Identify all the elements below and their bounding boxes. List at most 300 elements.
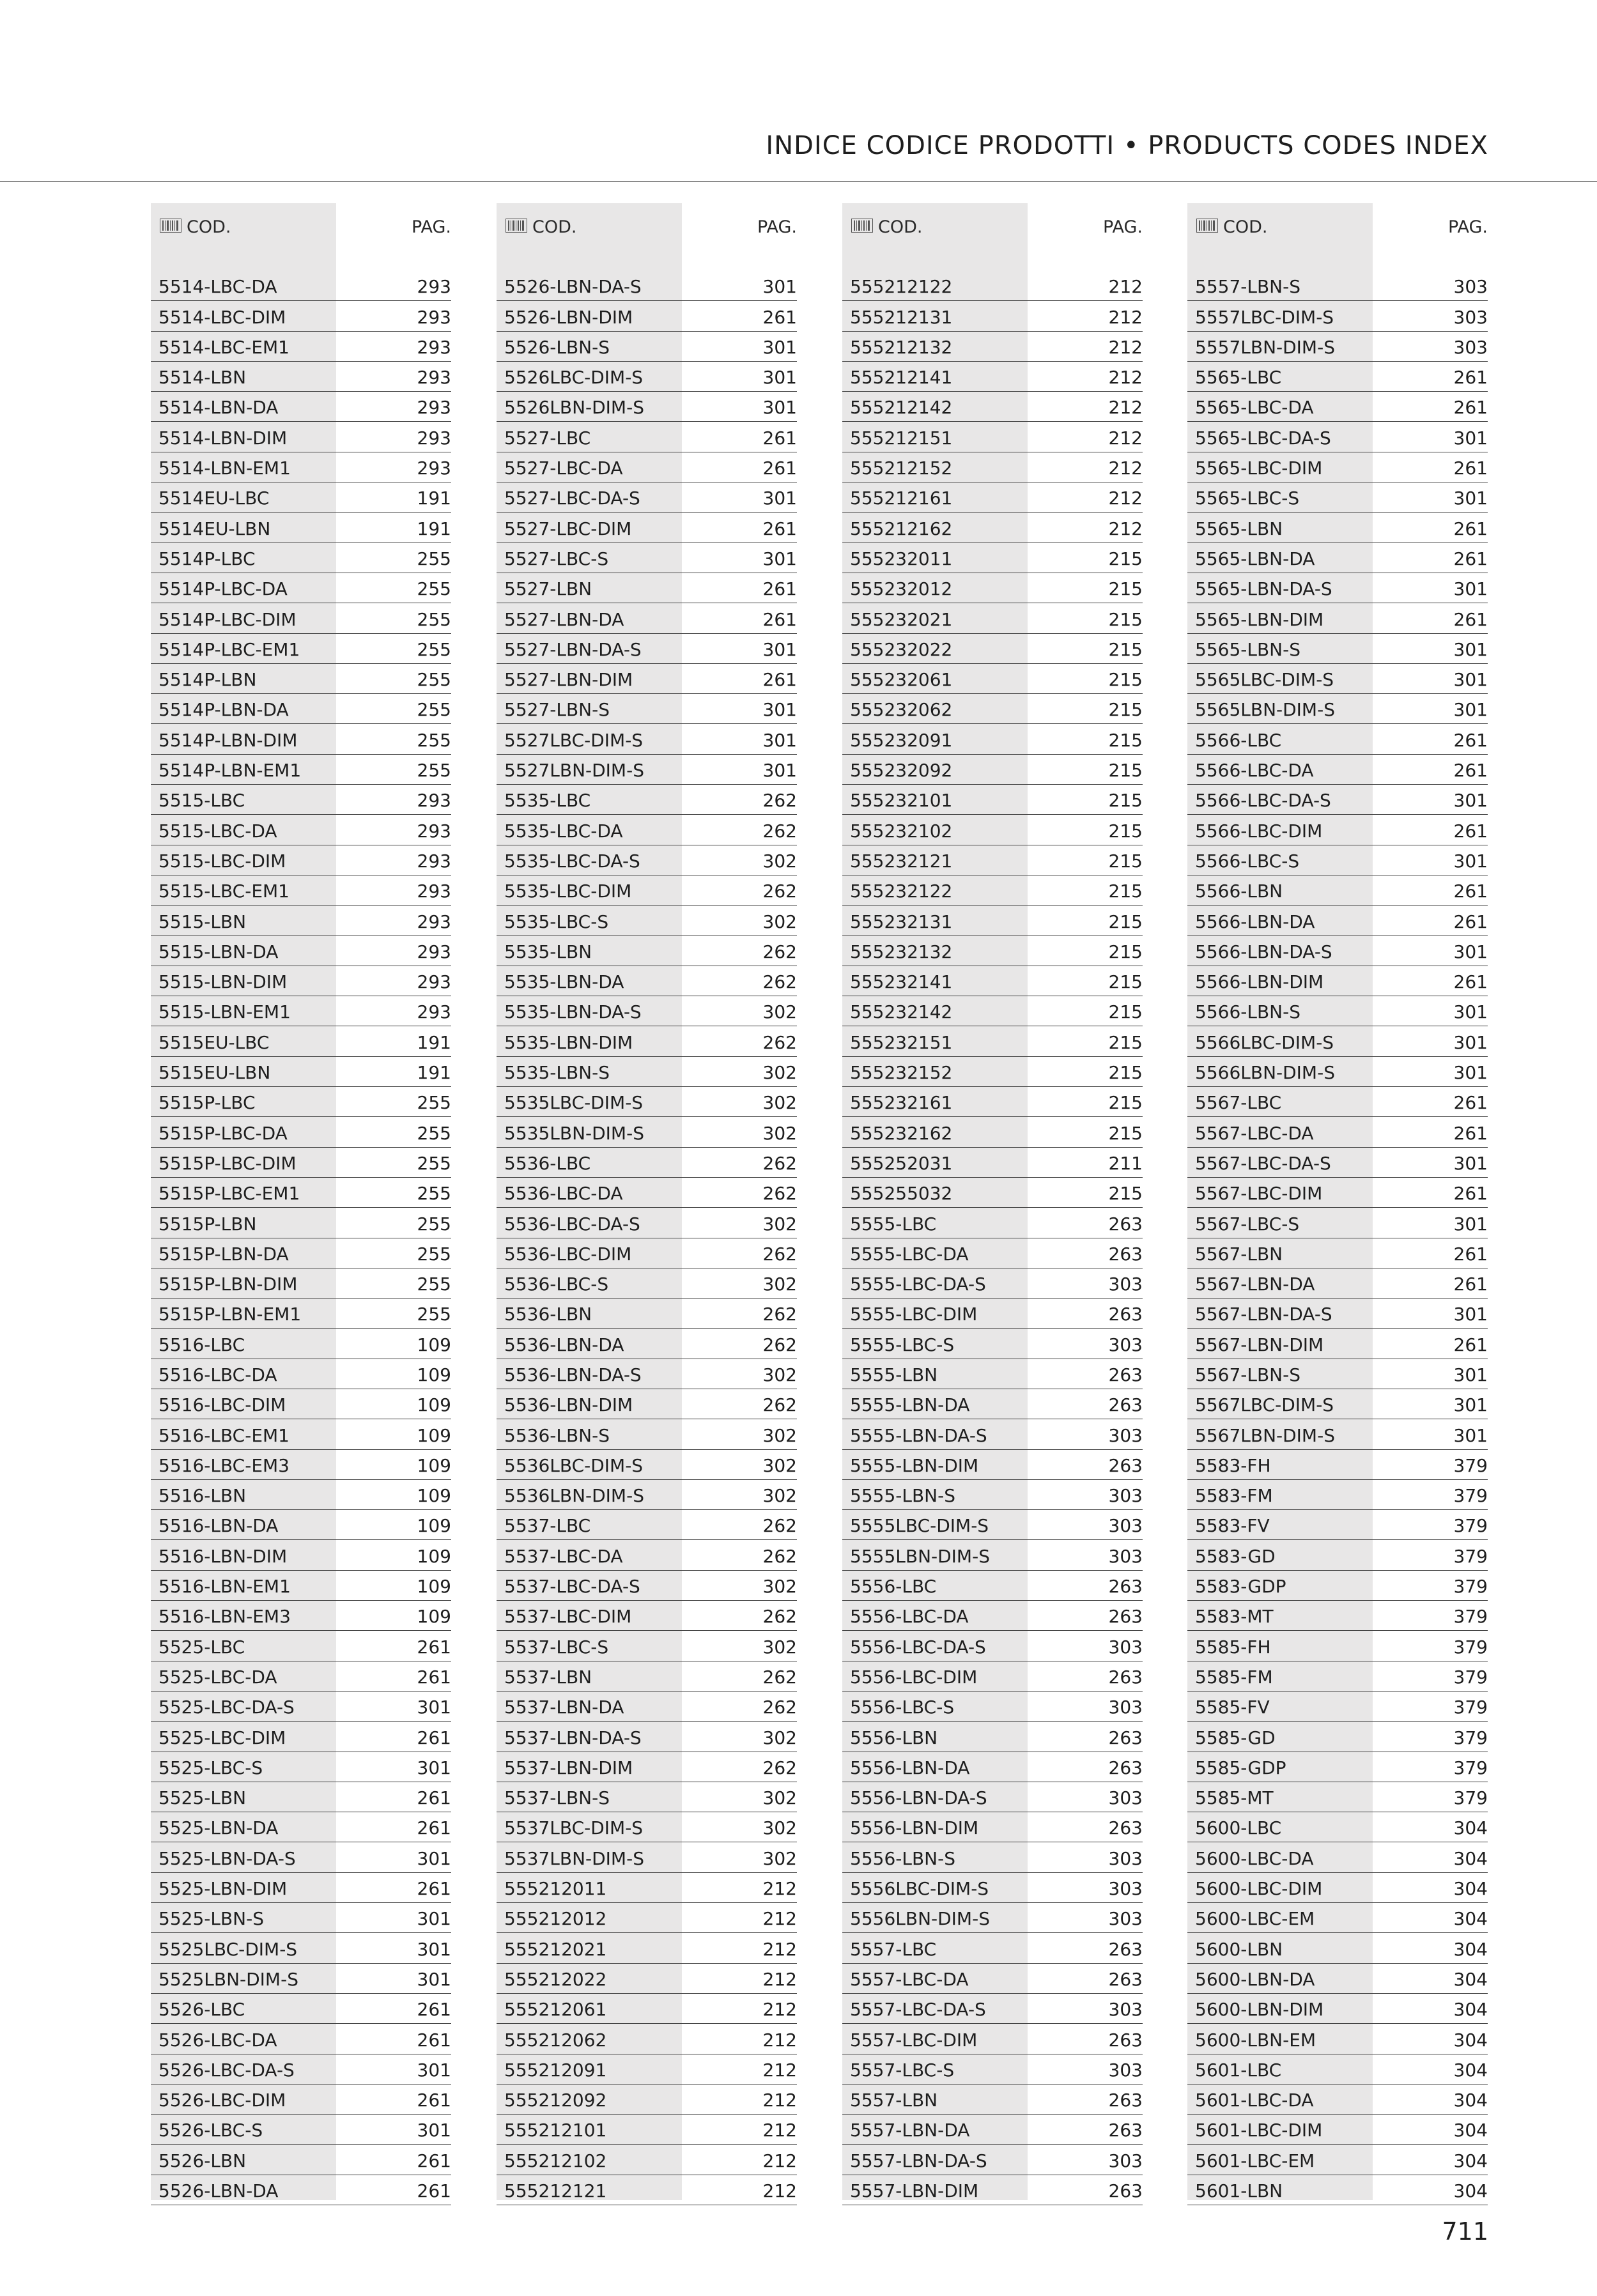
page-ref: 301 [1453,578,1488,600]
product-code: 5585-GD [1195,1727,1276,1748]
product-code: 5514P-LBC-EM1 [158,638,300,660]
product-code: 5556-LBC-DA [850,1606,969,1628]
index-row [1187,1148,1488,1178]
page-ref: 212 [762,2180,797,2201]
index-row [1187,996,1488,1026]
index-row [1187,1691,1488,1722]
product-code: 555212161 [850,488,953,509]
page-ref: 261 [762,669,797,691]
product-code: 5537-LBC [504,1515,591,1537]
page-ref: 255 [417,699,451,721]
product-code: 5566-LBC-DA [1195,760,1314,782]
index-row [1187,785,1488,815]
index-row [151,1178,451,1208]
product-code: 5525-LBC-S [158,1757,263,1778]
product-code: 5514P-LBC-DIM [158,608,297,630]
index-row [1187,362,1488,392]
page-ref: 212 [762,1968,797,1990]
product-code: 5557-LBN [850,2090,938,2111]
product-code: 555232162 [850,1122,953,1144]
index-row [842,1148,1143,1178]
page-ref: 212 [762,2150,797,2171]
product-code: 5600-LBN-DIM [1195,1999,1324,2021]
index-row [1187,966,1488,996]
index-row [842,1540,1143,1570]
page-ref: 215 [1108,638,1143,660]
page-ref: 261 [1453,911,1488,932]
index-row [497,936,797,966]
page-ref: 261 [417,1787,451,1809]
index-row [842,1208,1143,1238]
index-row [842,301,1143,331]
index-row [842,1268,1143,1298]
page-ref: 255 [417,608,451,630]
page-ref: 262 [762,820,797,842]
page-ref: 293 [417,276,451,298]
page-ref: 215 [1108,699,1143,721]
page-ref: 262 [762,881,797,902]
index-row [1187,815,1488,845]
index-row [1187,1419,1488,1449]
product-code: 555232121 [850,850,953,872]
page-ref: 303 [1453,336,1488,358]
page-ref: 301 [1453,941,1488,962]
product-code: 5565LBN-DIM-S [1195,699,1335,721]
product-code: 555252031 [850,1152,953,1174]
product-code: 5535-LBN-DA [504,971,624,993]
page-ref: 261 [1453,548,1488,569]
page-ref: 301 [1453,1213,1488,1235]
barcode-icon [505,219,527,233]
page-ref: 261 [417,2150,451,2171]
product-code: 5567-LBC-DA-S [1195,1152,1331,1174]
page-ref: 302 [762,1092,797,1114]
page-ref: 255 [417,1183,451,1205]
code-header-label: COD. [1223,217,1268,237]
page-ref: 263 [1108,1304,1143,1325]
index-row [842,422,1143,452]
index-row [151,1148,451,1178]
index-row [151,2145,451,2175]
product-code: 5556-LBN-DA [850,1757,970,1778]
product-code: 555232092 [850,760,953,782]
product-code: 5565LBC-DIM-S [1195,669,1334,691]
index-row [1187,2175,1488,2205]
index-row [842,362,1143,392]
page-ref: 379 [1453,1454,1488,1476]
page-ref: 301 [417,1938,451,1960]
page-ref: 301 [762,367,797,389]
product-code: 5567-LBN [1195,1243,1283,1265]
index-row [151,452,451,482]
product-code: 5557-LBN-S [1195,276,1300,298]
index-row [151,1419,451,1449]
column-header [842,203,1143,254]
page-ref: 255 [417,638,451,660]
page-ref: 303 [1108,2059,1143,2081]
product-code: 5537-LBC-DA [504,1545,623,1567]
index-row [842,875,1143,905]
product-code: 555212011 [504,1878,607,1900]
index-row [842,271,1143,301]
index-row [1187,1026,1488,1056]
product-code: 555232132 [850,941,953,962]
product-code: 555232022 [850,638,953,660]
page-ref: 304 [1453,2090,1488,2111]
page-ref: 293 [417,397,451,419]
page-ref: 301 [417,1847,451,1869]
index-row [1187,1178,1488,1208]
page-ref: 379 [1453,1757,1488,1778]
product-code: 5514-LBC-EM1 [158,336,289,358]
page-ref: 293 [417,941,451,962]
index-row [1187,1117,1488,1147]
product-code: 5565-LBC-S [1195,488,1300,509]
index-row [842,1571,1143,1601]
product-code: 555212151 [850,427,953,449]
page-ref: 109 [417,1606,451,1628]
page-header-label: PAG. [411,217,451,237]
index-row [497,1450,797,1480]
product-code: 5567-LBC [1195,1092,1282,1114]
product-code: 5526-LBC-S [158,2120,263,2141]
index-row [151,1571,451,1601]
index-row [842,1178,1143,1208]
page-ref: 301 [1453,1001,1488,1023]
page-ref: 304 [1453,1817,1488,1839]
index-row [497,482,797,512]
index-row [497,512,797,543]
index-row [497,1903,797,1933]
product-code: 5514P-LBN-DIM [158,729,298,751]
product-code: 555212141 [850,367,953,389]
product-code: 5566-LBC-S [1195,850,1300,872]
product-code: 5557LBC-DIM-S [1195,306,1334,328]
product-code: 5526-LBC-DA [158,2029,277,2051]
index-row [842,1087,1143,1117]
index-row [1187,1601,1488,1631]
page-ref: 215 [1108,1001,1143,1023]
product-code: 555232122 [850,881,953,902]
code-list [842,271,1143,2205]
page-ref: 303 [1108,1274,1143,1295]
product-code: 5535-LBC-DA-S [504,850,640,872]
page-ref: 379 [1453,1697,1488,1718]
index-row [497,392,797,422]
product-code: 5585-GDP [1195,1757,1286,1778]
product-code: 555212012 [504,1908,607,1930]
code-list [497,271,797,2205]
page-ref: 379 [1453,1606,1488,1628]
index-row [842,1722,1143,1752]
page-ref: 215 [1108,820,1143,842]
product-code: 5566-LBN [1195,881,1283,902]
product-code: 5537-LBC-S [504,1636,609,1658]
index-row [151,1450,451,1480]
index-row [1187,1782,1488,1812]
page-ref: 261 [1453,1243,1488,1265]
index-row [842,482,1143,512]
page-ref: 263 [1108,1757,1143,1778]
index-row [842,755,1143,785]
page-ref: 212 [762,1878,797,1900]
index-row [151,1208,451,1238]
product-code: 555232062 [850,699,953,721]
page-ref: 301 [1453,1364,1488,1385]
product-code: 5555-LBC-DIM [850,1304,978,1325]
page-ref: 304 [1453,1878,1488,1900]
product-code: 555232012 [850,578,953,600]
index-row [497,1026,797,1056]
product-code: 5536-LBC-DA [504,1183,623,1205]
page-ref: 261 [762,518,797,539]
product-code: 5556-LBN-DIM [850,1817,979,1839]
page-ref: 255 [417,1304,451,1325]
page-ref: 301 [417,1968,451,1990]
page-ref: 293 [417,306,451,328]
page-ref: 109 [417,1394,451,1416]
page-ref: 215 [1108,941,1143,962]
page-ref: 109 [417,1515,451,1537]
index-row [842,1964,1143,1994]
index-row [842,1329,1143,1359]
index-row [1187,1329,1488,1359]
product-code: 555232102 [850,820,953,842]
product-code: 5515P-LBN [158,1213,257,1235]
product-code: 5525-LBC-DA-S [158,1697,295,1718]
page-ref: 263 [1108,1938,1143,1960]
page-ref: 301 [1453,488,1488,509]
page-ref: 261 [417,2180,451,2201]
page-ref: 263 [1108,1606,1143,1628]
page-ref: 215 [1108,548,1143,569]
page-ref: 303 [1108,2150,1143,2171]
page-ref: 293 [417,820,451,842]
page-ref: 212 [1108,458,1143,479]
product-code: 5525-LBC-DIM [158,1727,286,1748]
page-ref: 212 [762,2120,797,2141]
page-ref: 255 [417,760,451,782]
product-code: 5600-LBN-DA [1195,1968,1315,1990]
product-code: 5514EU-LBN [158,518,271,539]
index-row [151,1722,451,1752]
page-ref: 261 [417,1727,451,1748]
page-ref: 301 [1453,638,1488,660]
page-ref: 304 [1453,2150,1488,2171]
index-row [842,724,1143,754]
page-ref: 301 [1453,1062,1488,1084]
product-code: 5556LBN-DIM-S [850,1908,990,1930]
page-ref: 212 [762,1938,797,1960]
product-code: 5601-LBC-DIM [1195,2120,1323,2141]
index-row [1187,2024,1488,2054]
index-row [497,634,797,664]
product-code: 555232151 [850,1031,953,1053]
index-row [842,1238,1143,1268]
product-code: 5536-LBN-DA-S [504,1364,642,1385]
product-code: 5556-LBC-S [850,1697,955,1718]
page-ref: 255 [417,578,451,600]
index-row [842,2115,1143,2145]
product-code: 5536-LBC-S [504,1274,609,1295]
index-row [842,603,1143,633]
product-code: 555232101 [850,790,953,812]
page-ref: 263 [1108,1364,1143,1385]
page-ref: 293 [417,850,451,872]
product-code: 555232152 [850,1062,953,1084]
index-row [842,1480,1143,1510]
index-row [1187,1752,1488,1782]
index-row [497,694,797,724]
page-ref: 304 [1453,2180,1488,2201]
index-row [1187,1087,1488,1117]
product-code: 555212152 [850,458,953,479]
index-row [151,1812,451,1842]
page-ref: 261 [1453,729,1488,751]
index-row [1187,1661,1488,1691]
index-row [497,1661,797,1691]
product-code: 5555-LBN-DA-S [850,1424,987,1446]
product-code: 5526-LBN-DA-S [504,276,642,298]
index-row [842,1812,1143,1842]
product-code: 5555-LBC-S [850,1334,955,1355]
product-code: 5525-LBN-DA [158,1817,279,1839]
index-row [1187,1238,1488,1268]
index-row [497,1057,797,1087]
page-ref: 263 [1108,2180,1143,2201]
index-row [1187,2145,1488,2175]
product-code: 5555-LBN-S [850,1485,955,1507]
page-ref: 261 [1453,971,1488,993]
index-row [1187,422,1488,452]
page-ref: 303 [1108,1424,1143,1446]
index-row [497,301,797,331]
product-code: 5555-LBN-DIM [850,1454,979,1476]
product-code: 5535-LBC-S [504,911,609,932]
page-ref: 301 [1453,1031,1488,1053]
product-code: 5525-LBC-DA [158,1666,277,1688]
index-row [497,966,797,996]
product-code: 5536LBN-DIM-S [504,1485,644,1507]
page-ref: 261 [1453,1183,1488,1205]
product-code: 5515P-LBN-DA [158,1243,289,1265]
page-ref: 109 [417,1364,451,1385]
page-ref: 301 [417,2059,451,2081]
product-code: 5515-LBN [158,911,247,932]
index-row [151,1691,451,1722]
index-row [151,905,451,936]
page-ref: 302 [762,1062,797,1084]
page-ref: 303 [1453,306,1488,328]
product-code: 5557-LBC-S [850,2059,955,2081]
product-code: 555232131 [850,911,953,932]
page-ref: 212 [1108,488,1143,509]
page-ref: 262 [762,941,797,962]
product-code: 5565-LBC-DIM [1195,458,1323,479]
page-ref: 293 [417,427,451,449]
index-row [1187,1359,1488,1389]
page-ref: 261 [1453,397,1488,419]
index-row [151,875,451,905]
product-code: 5601-LBC [1195,2059,1282,2081]
page-ref: 191 [417,488,451,509]
page-ref: 302 [762,1787,797,1809]
product-code: 5585-FV [1195,1697,1270,1718]
page-ref: 303 [1108,1847,1143,1869]
page-ref: 263 [1108,2120,1143,2141]
product-code: 555212121 [504,2180,607,2201]
index-row [497,1208,797,1238]
index-row [1187,512,1488,543]
product-code: 5565-LBN-DA-S [1195,578,1332,600]
page-ref: 212 [762,2090,797,2111]
index-row [842,1117,1143,1147]
page-ref: 302 [762,1122,797,1144]
page-ref: 302 [762,1364,797,1385]
page-ref: 109 [417,1485,451,1507]
product-code: 5555-LBC [850,1213,937,1235]
page-ref: 303 [1108,1878,1143,1900]
product-code: 555212061 [504,1999,607,2021]
index-row [1187,1933,1488,1963]
page-ref: 215 [1108,1122,1143,1144]
page-ref: 261 [417,1817,451,1839]
index-row [151,1329,451,1359]
page-ref: 263 [1108,2090,1143,2111]
index-row [1187,301,1488,331]
page-ref: 302 [762,1454,797,1476]
product-code: 5515P-LBC [158,1092,256,1114]
index-row [151,845,451,875]
index-row [1187,936,1488,966]
index-row [497,1994,797,2024]
index-row [842,2145,1143,2175]
page-ref: 301 [762,397,797,419]
product-code: 5557LBN-DIM-S [1195,336,1335,358]
page-ref: 255 [417,1152,451,1174]
page-ref: 304 [1453,1938,1488,1960]
product-code: 5536-LBN-DIM [504,1394,633,1416]
index-row [842,1510,1143,1540]
page-ref: 263 [1108,1968,1143,1990]
page-ref: 109 [417,1454,451,1476]
page-ref: 302 [762,1636,797,1658]
product-code: 5515-LBN-DIM [158,971,288,993]
product-code: 5527-LBN-S [504,699,610,721]
index-row [151,1601,451,1631]
product-code: 555212062 [504,2029,607,2051]
index-row [1187,905,1488,936]
product-code: 5526-LBC [158,1999,245,2021]
page-ref: 109 [417,1545,451,1567]
index-row [151,2084,451,2115]
index-row [151,543,451,573]
index-row [1187,694,1488,724]
index-row [497,1540,797,1570]
index-row [1187,1722,1488,1752]
product-code: 5516-LBC-EM3 [158,1454,289,1476]
product-code: 5515EU-LBN [158,1062,271,1084]
product-code: 555212102 [504,2150,607,2171]
page-ref: 379 [1453,1666,1488,1688]
product-code: 5514-LBN-EM1 [158,458,291,479]
page-ref: 212 [1108,397,1143,419]
index-row [151,332,451,362]
index-row [842,2084,1143,2115]
product-code: 5515EU-LBC [158,1031,270,1053]
product-code: 5515P-LBC-DA [158,1122,288,1144]
index-row [842,1933,1143,1963]
